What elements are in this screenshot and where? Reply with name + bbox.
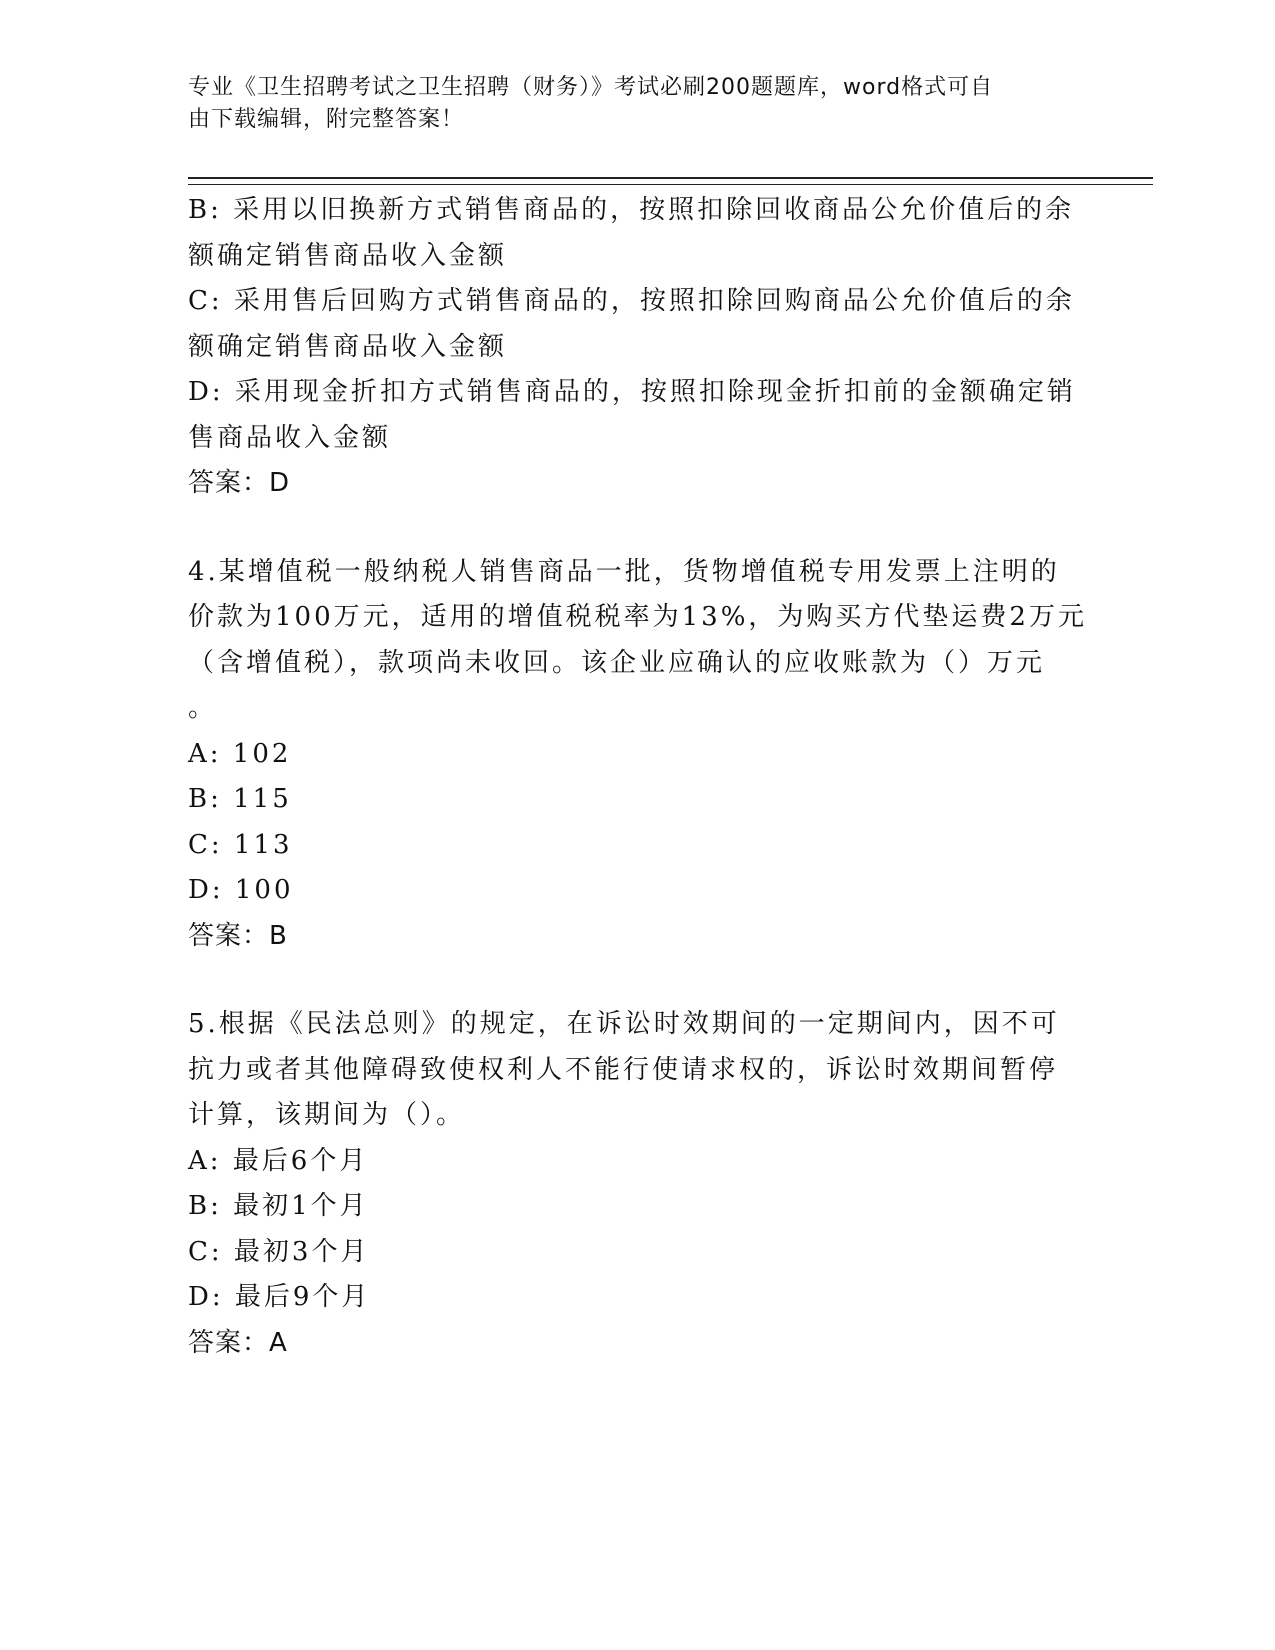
answer-q5: 答案：A xyxy=(188,1327,288,1358)
header-line-1: 专业《卫生招聘考试之卫生招聘（财务）》考试必刷200题题库，word格式可自 xyxy=(188,75,994,100)
header-line-2: 由下载编辑，附完整答案！ xyxy=(188,107,465,132)
q4-option-d: D: 100 xyxy=(188,875,294,905)
q5-option-c: C: 最初3个月 xyxy=(188,1236,370,1267)
q4-option-b: B: 115 xyxy=(188,784,292,814)
option-b-line-1: B: 采用以旧换新方式销售商品的，按照扣除回收商品公允价值后的余 xyxy=(188,195,1075,225)
question-3-continued xyxy=(188,188,1088,507)
spacer xyxy=(188,959,1088,1002)
q4-option-a: A: 102 xyxy=(188,738,292,769)
q4-stem-line-1: 4.某增值税一般纳税人销售商品一批，货物增值税专用发票上注明的 xyxy=(188,556,1060,587)
option-d-line-2: 售商品收入金额 xyxy=(188,422,392,453)
answer-q4: 答案：B xyxy=(188,920,288,951)
q4-stem-line-3: （含增值税），款项尚未收回。该企业应确认的应收账款为（）万元 xyxy=(188,647,1046,678)
header-divider xyxy=(188,177,1153,185)
document-body xyxy=(188,188,1088,1366)
option-c-line-2: 额确定销售商品收入金额 xyxy=(188,331,508,362)
q5-option-b: B: 最初1个月 xyxy=(188,1191,369,1221)
option-d-line-1: D: 采用现金折扣方式销售商品的，按照扣除现金折扣前的金额确定销 xyxy=(188,377,1076,407)
q4-option-c: C: 113 xyxy=(188,829,293,860)
q5-stem-line-1: 5.根据《民法总则》的规定，在诉讼时效期间的一定期间内，因不可 xyxy=(188,1009,1060,1039)
q5-stem-line-3: 计算，该期间为（）。 xyxy=(188,1100,466,1130)
q5-option-a: A: 最后6个月 xyxy=(188,1145,369,1176)
q5-option-d: D: 最后9个月 xyxy=(188,1282,371,1312)
question-5 xyxy=(188,1002,1088,1366)
answer-q3: 答案：D xyxy=(188,468,291,498)
question-4 xyxy=(188,550,1088,960)
option-c-line-1: C: 采用售后回购方式销售商品的，按照扣除回购商品公允价值后的余 xyxy=(188,286,1075,316)
q4-stem-line-4: 。 xyxy=(188,693,218,723)
q5-stem-line-2: 抗力或者其他障碍致使权利人不能行使请求权的，诉讼时效期间暂停 xyxy=(188,1054,1059,1085)
q4-stem-line-2: 价款为100万元，适用的增值税税率为13%，为购买方代垫运费2万元 xyxy=(188,602,1087,632)
option-b-line-2: 额确定销售商品收入金额 xyxy=(188,240,508,271)
page-header xyxy=(188,72,1068,136)
spacer xyxy=(188,507,1088,550)
